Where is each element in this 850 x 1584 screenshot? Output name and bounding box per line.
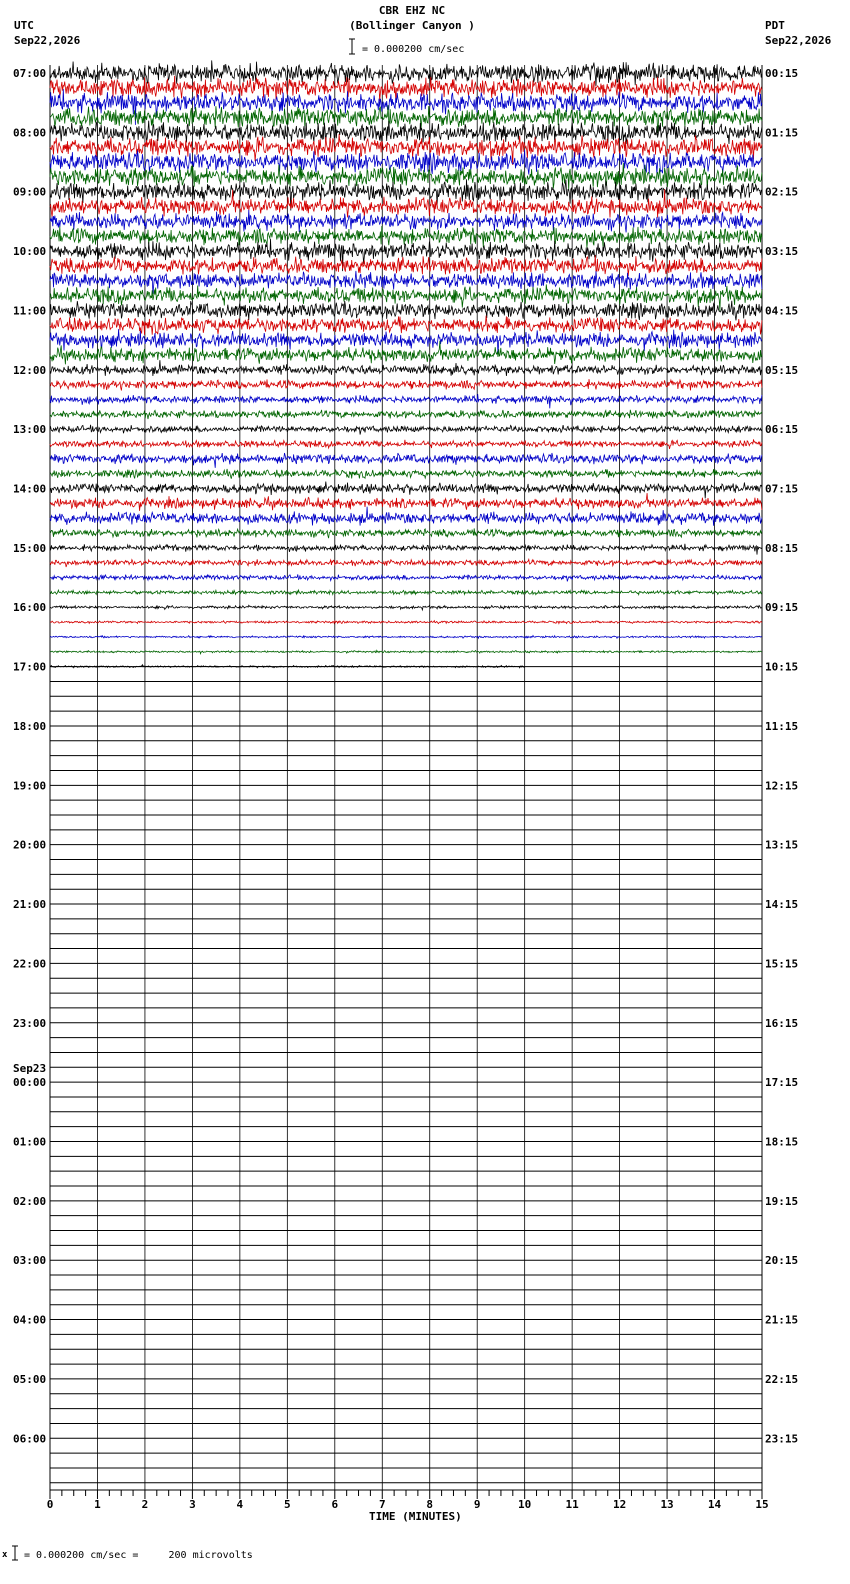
right-hour-label: 19:15	[765, 1194, 799, 1208]
footer-scale-bar-icon	[10, 1545, 20, 1563]
seismic-trace	[50, 621, 762, 624]
right-hour-label: 04:15	[765, 304, 799, 318]
footer-marker: x	[2, 1550, 8, 1560]
x-tick-label: 8	[426, 1498, 434, 1511]
seismic-trace	[50, 360, 762, 376]
date-change-label: Sep23	[13, 1062, 47, 1076]
seismic-trace	[50, 255, 762, 276]
right-hour-label: 15:15	[765, 957, 799, 971]
left-hour-label: 04:00	[13, 1313, 47, 1327]
x-tick-label: 6	[331, 1498, 339, 1511]
right-hour-label: 05:15	[765, 363, 799, 377]
seismic-trace	[50, 394, 762, 408]
seismic-trace	[50, 439, 762, 449]
right-hour-label: 17:15	[765, 1076, 799, 1090]
left-hour-label: 18:00	[13, 719, 47, 733]
right-hour-label: 00:15	[765, 67, 799, 80]
left-hour-label: 06:00	[13, 1432, 47, 1446]
right-hour-label: 02:15	[765, 185, 799, 199]
seismic-trace	[50, 301, 762, 321]
seismic-trace	[50, 559, 762, 567]
x-axis-title: TIME (MINUTES)	[369, 1510, 462, 1523]
left-hour-label: 02:00	[13, 1194, 47, 1208]
seismic-trace	[50, 469, 762, 479]
seismic-trace	[50, 271, 762, 294]
left-hour-label: 10:00	[13, 245, 47, 259]
left-hour-label: 09:00	[13, 185, 47, 199]
seismic-trace	[50, 605, 762, 610]
left-timezone: UTC	[14, 19, 34, 32]
seismic-trace	[50, 493, 762, 511]
seismic-trace	[50, 650, 762, 653]
right-hour-label: 09:15	[765, 601, 799, 615]
left-hour-label: 12:00	[13, 363, 47, 377]
right-hour-label: 08:15	[765, 541, 799, 555]
right-hour-label: 18:15	[765, 1135, 799, 1149]
x-tick-label: 0	[46, 1498, 54, 1511]
right-hour-label: 07:15	[765, 482, 799, 496]
seismic-trace	[50, 60, 762, 85]
x-tick-label: 12	[612, 1498, 627, 1511]
seismic-trace	[50, 134, 762, 165]
x-tick-label: 14	[707, 1498, 722, 1511]
left-date: Sep22,2026	[14, 34, 81, 47]
x-tick-label: 13	[660, 1498, 674, 1511]
x-tick-label: 9	[473, 1498, 481, 1511]
right-hour-label: 06:15	[765, 423, 799, 437]
x-tick-label: 7	[378, 1498, 386, 1511]
x-tick-label: 3	[189, 1498, 196, 1511]
left-hour-label: 17:00	[13, 660, 47, 674]
seismic-trace	[50, 528, 762, 538]
x-tick-label: 11	[565, 1498, 579, 1511]
seismic-trace	[50, 544, 762, 555]
x-tick-label: 5	[284, 1498, 291, 1511]
station-location: (Bollinger Canyon )	[349, 19, 475, 32]
seismic-trace	[50, 76, 762, 101]
left-hour-label: 22:00	[13, 957, 47, 971]
x-tick-label: 15	[755, 1498, 769, 1511]
right-hour-label: 20:15	[765, 1254, 799, 1268]
seismic-trace	[50, 574, 762, 581]
seismic-trace	[50, 425, 762, 435]
right-hour-label: 16:15	[765, 1016, 799, 1030]
seismic-trace	[50, 590, 762, 595]
left-hour-label: 03:00	[13, 1254, 47, 1268]
seismic-trace	[50, 453, 762, 468]
right-hour-label: 12:15	[765, 779, 799, 793]
x-tick-label: 4	[236, 1498, 244, 1511]
right-hour-label: 13:15	[765, 838, 799, 852]
left-hour-label: 21:00	[13, 898, 47, 912]
left-hour-label: 13:00	[13, 423, 47, 437]
seismic-trace	[50, 507, 762, 526]
axis-layer	[47, 1490, 769, 1511]
seismic-trace	[50, 482, 762, 499]
right-hour-label: 22:15	[765, 1372, 799, 1386]
seismic-trace	[50, 379, 762, 390]
right-hour-label: 03:15	[765, 245, 799, 259]
left-hour-label: 08:00	[13, 126, 47, 140]
trace-layer	[50, 60, 762, 667]
left-hour-label: 16:00	[13, 601, 47, 615]
right-date: Sep22,2026	[765, 34, 832, 47]
left-hour-label: 19:00	[13, 779, 47, 793]
station-title: CBR EHZ NC	[378, 4, 446, 17]
right-timezone: PDT	[765, 19, 785, 32]
left-hour-label: 15:00	[13, 541, 47, 555]
right-hour-label: 21:15	[765, 1313, 799, 1327]
footer-scale-note: = 0.000200 cm/sec = 200 microvolts	[24, 1550, 253, 1561]
x-tick-label: 2	[141, 1498, 149, 1511]
scale-label: = 0.000200 cm/sec	[362, 44, 465, 55]
left-hour-label: 20:00	[13, 838, 47, 852]
x-tick-label: 10	[518, 1498, 532, 1511]
seismic-trace	[50, 410, 762, 419]
left-hour-label: 05:00	[13, 1372, 47, 1386]
left-hour-label: 23:00	[13, 1016, 47, 1030]
left-hour-label: 01:00	[13, 1135, 47, 1149]
seismic-trace	[50, 210, 762, 233]
seismic-trace	[50, 636, 762, 639]
right-hour-label: 01:15	[765, 126, 799, 140]
right-hour-label: 23:15	[765, 1432, 799, 1446]
left-hour-label: 07:00	[13, 67, 47, 80]
left-hour-label: 14:00	[13, 482, 47, 496]
left-hour-label: 11:00	[13, 304, 47, 318]
x-tick-label: 1	[94, 1498, 101, 1511]
left-hour-label: 00:00	[13, 1076, 47, 1090]
right-hour-label: 11:15	[765, 719, 799, 733]
right-hour-label: 14:15	[765, 898, 799, 912]
right-hour-label: 10:15	[765, 660, 799, 674]
